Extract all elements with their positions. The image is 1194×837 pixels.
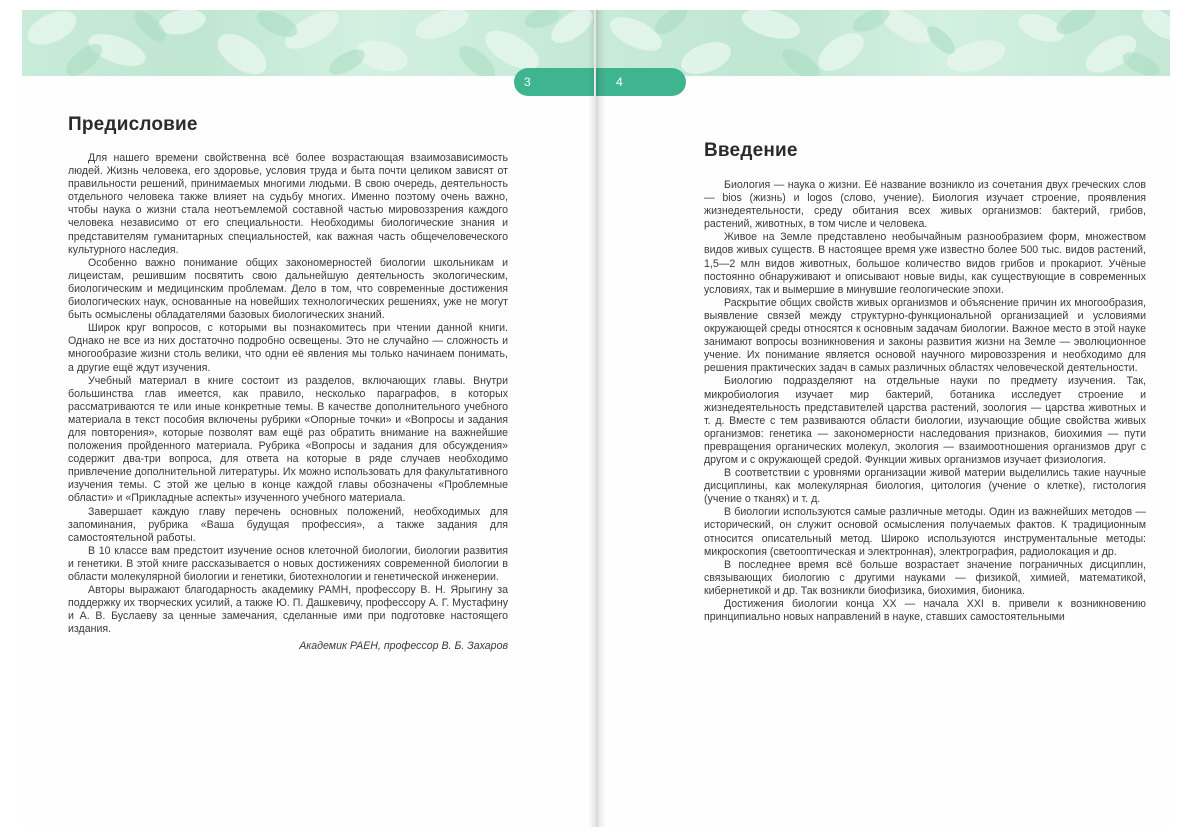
paragraph: В последнее время всё больше возрастает значение пограничных дисциплин, связывающих биологию с другими науками — физикой, химией, математикой, кибернетикой и др. Так возникли биофизика, биохимия, бионика. (704, 558, 1146, 597)
paragraph: Особенно важно понимание общих закономерностей биологии школьникам и лицеистам, решившим посвятить свою дальнейшую деятельность экологическим, биологическим и медицинским проблемам. Дело в том, что современные достижения биологических наук, основанные на новейших технологических решениях, уже не могут быть осмыслены обладателями базовых биологических знаний. (68, 256, 508, 322)
paragraph: Биология — наука о жизни. Её название возникло из сочетания двух греческих слов — bios (жизнь) и logos (слово, учение). Биология изучает строение, проявления жизнедеятельности, среду обитания всех живых организмов: бактерий, грибов, растений, животных, в том числе и человека. (704, 179, 1146, 231)
paragraph: В соответствии с уровнями организации живой материи выделились такие научные дисциплины, как молекулярная биология, цитология (учение о клетке), гистология (учение о тканях) и т. д. (704, 467, 1146, 506)
page-number: 3 (524, 75, 531, 89)
right-page (596, 10, 1170, 827)
paragraph: Достижения биологии конца XX — начала XXI в. привели к возникновению принципиально новых направлений в науке, ставших самостоятельными (704, 598, 1146, 624)
page-number-badge (596, 68, 686, 96)
paragraph: Завершает каждую главу перечень основных положений, необходимых для запоминания, рубрика «Ваша будущая профессия», а также задания для самостоятельной работы. (68, 505, 508, 544)
page-title: Предисловие (68, 114, 198, 135)
page-number-badge (514, 68, 594, 96)
paragraph: Живое на Земле представлено необычайным разнообразием форм, множеством видов живых существ. В настоящее время уже известно более 500 тыс. видов растений, 1,5—2 млн видов животных, большое количество видов грибов и прокариот. Учёные постоянно обнаруживают и описывают новые виды, как существующие в современных условиях, так и вымершие в минувшие геологические эпохи. (704, 231, 1146, 296)
introduction-text (704, 179, 1146, 624)
paragraph: Авторы выражают благодарность академику РАМН, профессору В. Н. Ярыгину за поддержку их творческих усилий, а также Ю. П. Дашкевичу, профессору А. Г. Мустафину и А. В. Буслаеву за ценные замечания, сделанные ими при подготовке настоящего издания. (68, 584, 508, 636)
paragraph: В 10 классе вам предстоит изучение основ клеточной биологии, биологии развития и генетики. В этой книге рассказывается о новых достижениях современной биологии в области молекулярной биологии и генетики, биотехнологии и генетической инженерии. (68, 544, 508, 583)
page-title: Введение (704, 140, 798, 161)
leaf-banner (596, 10, 1170, 76)
leaf-pattern (596, 10, 1170, 76)
book-spread (22, 10, 1170, 827)
page-number: 4 (616, 75, 623, 89)
paragraph: Биологию подразделяют на отдельные науки по предмету изучения. Так, микробиология изучает мир бактерий, ботаника исследует строение и жизнедеятельность представителей царства растений, зоология — царства животных и т. д. Вместе с тем развиваются области биологии, изучающие общие свойства живых организмов: генетика — закономерности наследования признаков, биохимия — пути превращения органических молекул, экология — взаимоотношения организмов друг с другом и с окружающей средой. Функции живых организмов изучает физиология. (704, 375, 1146, 466)
preface-text (68, 152, 508, 654)
book-gutter (588, 10, 606, 827)
left-page (22, 10, 594, 827)
paragraph: Раскрытие общих свойств живых организмов и объяснение причин их многообразия, выявление связей между структурно-функциональной организацией и условиями окружающей среды относятся к основным задачам биологии. Важное место в этой науке занимают вопросы возникновения и законы развития жизни на Земле — эволюционное учение. Их понимание является основой научного мировоззрения и необходимо для решения практических задач в самых различных областях человеческой деятельности. (704, 296, 1146, 375)
paragraph: Для нашего времени свойственна всё более возрастающая взаимозависимость людей. Жизнь человека, его здоровье, условия труда и быта почти целиком зависят от правильности решений, принимаемых многими людьми. В свою очередь, деятельность отдельного человека также влияет на судьбу многих. Именно поэтому очень важно, чтобы наука о жизни стала неотъемлемой составной частью мировоззрения каждого человека независимо от его специальности. Необходимы биологические знания и представителям гуманитарных специальностей, как важная часть общечеловеческого культурного наследия. (68, 152, 508, 256)
author-signature: Академик РАЕН, профессор В. Б. Захаров (299, 640, 508, 653)
leaf-banner (22, 10, 594, 76)
paragraph: Учебный материал в книге состоит из разделов, включающих главы. Внутри большинства глав имеется, как правило, несколько параграфов, в которых рассматриваются те или иные конкретные темы. В качестве дополнительного учебного материала в текст пособия включены рубрики «Опорные точки» и «Вопросы и задания для повторения», которые позволят вам ещё раз обратить внимание на важнейшие положения пройденного материала. Рубрика «Вопросы и задания для обсуждения» содержит два-три вопроса, для ответа на которые в ряде случаев необходимо привлечение дополнительной литературы. Их можно использовать для факультативного изучения темы. С этой же целью в конце каждой главы обозначены «Проблемные области» и «Прикладные аспекты» изученного учебного материала. (68, 374, 508, 505)
paragraph: Широк круг вопросов, с которыми вы познакомитесь при чтении данной книги. Однако не все из них достаточно подробно освещены. Это не случайно — сложность и многообразие жизни столь велики, что одни её явления мы только начинаем понимать, а другие ещё ждут изучения. (68, 322, 508, 374)
leaf-pattern (22, 10, 594, 76)
paragraph: В биологии используются самые различные методы. Один из важнейших методов — исторический, он служит основой осмысления получаемых фактов. К традиционным относится описательный метод. Широко используются инструментальные методы: микроскопия (светооптическая и электронная), электрография, радиолокация и др. (704, 506, 1146, 558)
